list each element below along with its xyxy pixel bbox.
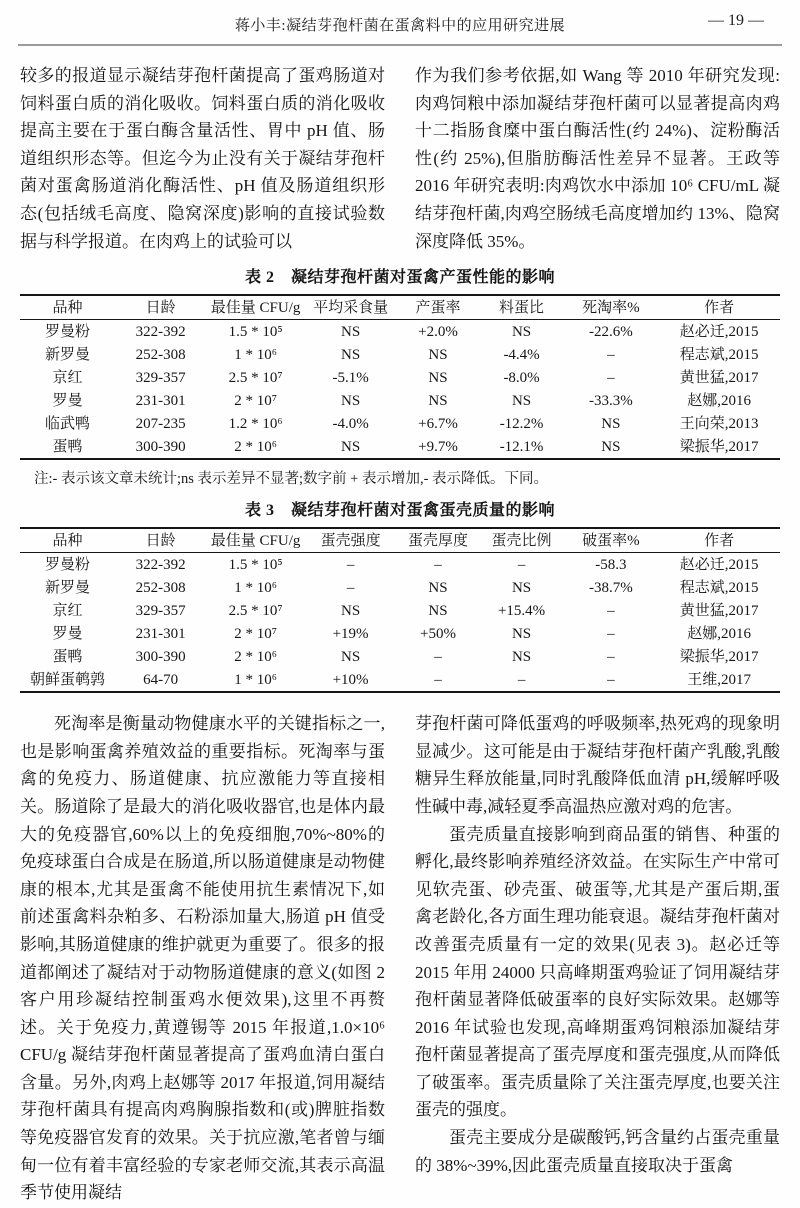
page-number: — 19 — xyxy=(708,12,764,29)
paragraph: 较多的报道显示凝结芽孢杆菌提高了蛋鸡肠道对饲料蛋白质的消化吸收。饲料蛋白质的消化吸收提高主要在于蛋白酶含量活性、胃中 pH 值、肠道组织形态等。但迄今为止没有关于凝结芽孢杆菌对蛋禽肠道消化酶活性、pH 值及肠道组织形态(包括绒毛高度、隐窝深度)影响的直接试验数据与科学报道。在肉鸡上的试验可以 xyxy=(20,66,385,251)
table-cell: 231-301 xyxy=(135,625,186,642)
table-cell: 2.5 * 10⁷ xyxy=(228,602,283,619)
left-column-bottom xyxy=(20,710,385,1207)
running-title: 蒋小丰:凝结芽孢杆菌在蛋禽料中的应用研究进展 xyxy=(234,18,566,34)
table-cell: 黄世猛,2017 xyxy=(679,369,759,386)
table-cell: NS xyxy=(511,648,532,665)
right-column-bottom xyxy=(415,710,780,1207)
table3-section xyxy=(20,497,780,693)
table-cell: +6.7% xyxy=(418,415,458,432)
table-cell: 罗曼粉 xyxy=(44,556,90,573)
table-cell: 新罗曼 xyxy=(44,346,90,363)
table-cell: NS xyxy=(511,392,532,409)
table-header-cell: 作者 xyxy=(704,532,735,549)
table-cell: -8.0% xyxy=(503,369,540,386)
table-cell: -12.2% xyxy=(499,415,544,432)
text-block-bottom xyxy=(20,710,780,1207)
paragraph: 芽孢杆菌可降低蛋鸡的呼吸频率,热死鸡的现象明显减少。这可能是由于凝结芽孢杆菌产乳酸,乳酸糖异生释放能量,同时乳酸降低血清 pH,缓解呼吸性碱中毒,减轻夏季高温热应激对鸡的危害。 xyxy=(415,714,780,816)
table-cell: NS xyxy=(601,438,621,455)
table-cell: 329-357 xyxy=(135,369,186,386)
table-cell: 梁振华,2017 xyxy=(679,438,759,455)
table2-body xyxy=(20,320,780,460)
table-cell: -4.4% xyxy=(503,346,540,363)
table-cell: 2 * 10⁷ xyxy=(234,625,277,642)
table-header-cell: 料蛋比 xyxy=(499,299,545,316)
table-cell: – xyxy=(607,346,615,363)
table-cell: -4.0% xyxy=(332,415,369,432)
table-cell: NS xyxy=(428,579,448,596)
table-row xyxy=(20,343,780,366)
table2-note: 注:- 表示该文章未统计;ns 表示差异不显著;数字前 + 表示增加,- 表示降低。下同。 xyxy=(34,471,549,488)
table-cell: -33.3% xyxy=(588,392,633,409)
table-header-cell: 蛋壳比例 xyxy=(491,532,552,549)
table-cell: 1 * 10⁶ xyxy=(234,579,277,596)
table-cell: 322-392 xyxy=(135,323,186,340)
table-cell: 京红 xyxy=(52,602,83,619)
table-cell: – xyxy=(434,648,442,665)
table-header-cell: 平均采食量 xyxy=(313,299,389,316)
table-cell: – xyxy=(607,602,615,619)
table-header-cell: 最佳量 CFU/g xyxy=(210,532,301,549)
table-cell: 207-235 xyxy=(135,415,186,432)
table-row xyxy=(20,576,780,599)
table-cell: NS xyxy=(340,392,361,409)
table-cell: +9.7% xyxy=(418,438,458,455)
table-cell: 赵娜,2016 xyxy=(687,392,752,409)
table-cell: 王维,2017 xyxy=(687,671,752,688)
page-header xyxy=(20,0,780,44)
table-cell: 2.5 * 10⁷ xyxy=(228,369,283,386)
table-cell: +19% xyxy=(332,625,369,642)
table-row xyxy=(20,412,780,435)
table-header-cell: 品种 xyxy=(52,532,83,549)
table-cell: NS xyxy=(511,323,532,340)
table-cell: 2 * 10⁶ xyxy=(234,648,277,665)
table-row xyxy=(20,599,780,622)
table-row xyxy=(20,320,780,344)
table-cell: 王向荣,2013 xyxy=(679,415,759,432)
table-cell: 赵必迁,2015 xyxy=(679,556,759,573)
table-header-cell: 蛋壳强度 xyxy=(320,532,381,549)
table-cell: – xyxy=(607,625,615,642)
table-cell: 蛋鸭 xyxy=(52,438,83,455)
paragraph: 蛋壳质量直接影响到商品蛋的销售、种蛋的孵化,最终影响养殖经济效益。在实际生产中常可见软壳蛋、砂壳蛋、破蛋等,尤其是产蛋后期,蛋禽老龄化,各方面生理功能衰退。凝结芽孢杆菌对改善蛋壳质量有一定的效果(见表 3)。赵必迁等 2015 年用 24000 只高峰期蛋鸡验证了饲用凝结芽孢杆菌显著降低破蛋率的良好实际效果。赵娜等 2016 年试验也发现,高峰期蛋鸡饲粮添加凝结芽孢杆菌显著提高了蛋壳厚度和蛋壳强度,从而降低了破蛋率。蛋壳质量除了关注蛋壳厚度,也要关注蛋壳的强度。 xyxy=(415,824,780,1120)
table-cell: 322-392 xyxy=(135,556,186,573)
table2-title: 表 2 凝结芽孢杆菌对蛋禽产蛋性能的影响 xyxy=(244,269,555,287)
table-cell: 朝鲜蛋鹌鹑 xyxy=(29,671,105,688)
table-header-cell: 日龄 xyxy=(145,532,176,549)
table-row xyxy=(20,668,780,692)
table-cell: 新罗曼 xyxy=(44,579,90,596)
table3 xyxy=(20,527,780,693)
table-cell: 300-390 xyxy=(135,438,186,455)
header-rule xyxy=(18,44,782,46)
paragraph: 蛋壳主要成分是碳酸钙,钙含量约占蛋壳重量的 38%~39%,因此蛋壳质量直接取决于蛋禽 xyxy=(415,1128,780,1175)
table-cell: 赵必迁,2015 xyxy=(679,323,759,340)
table-cell: +2.0% xyxy=(418,323,458,340)
table-cell: NS xyxy=(340,438,361,455)
table-cell: 蛋鸭 xyxy=(52,648,83,665)
table-cell: -58.3 xyxy=(595,556,627,573)
table-cell: +10% xyxy=(332,671,369,688)
table-row xyxy=(20,553,780,577)
table-header-row xyxy=(20,295,780,320)
table-cell: – xyxy=(346,579,355,596)
table-cell: NS xyxy=(428,346,448,363)
table-cell: 252-308 xyxy=(135,346,186,363)
table3-head xyxy=(20,528,780,553)
table-cell: 252-308 xyxy=(135,579,186,596)
table-cell: 罗曼粉 xyxy=(44,323,90,340)
table-cell: 梁振华,2017 xyxy=(679,648,759,665)
table-cell: NS xyxy=(428,392,448,409)
table-header-cell: 破蛋率% xyxy=(582,532,640,549)
table-cell: 1 * 10⁶ xyxy=(234,346,277,363)
table-cell: – xyxy=(607,671,615,688)
left-column-top xyxy=(20,62,385,255)
table-cell: NS xyxy=(601,415,621,432)
table-cell: 赵娜,2016 xyxy=(687,625,752,642)
table-cell: 程志斌,2015 xyxy=(679,579,759,596)
table-cell: – xyxy=(607,369,615,386)
table-cell: -22.6% xyxy=(588,323,633,340)
table-header-cell: 产蛋率 xyxy=(415,299,461,316)
text-block-top xyxy=(20,62,780,255)
table-cell: – xyxy=(517,671,526,688)
table-cell: 2 * 10⁷ xyxy=(234,392,277,409)
table-cell: -5.1% xyxy=(332,369,369,386)
table-cell: 1.5 * 10⁵ xyxy=(228,323,283,340)
table-cell: 京红 xyxy=(52,369,83,386)
table-cell: 2 * 10⁶ xyxy=(234,438,277,455)
table-header-row xyxy=(20,528,780,553)
table3-body xyxy=(20,553,780,693)
table2 xyxy=(20,294,780,460)
table-header-cell: 最佳量 CFU/g xyxy=(210,299,301,316)
table-cell: 1.5 * 10⁵ xyxy=(228,556,283,573)
table-cell: 黄世猛,2017 xyxy=(679,602,759,619)
table-cell: NS xyxy=(428,602,448,619)
table-cell: 329-357 xyxy=(135,602,186,619)
table-cell: 231-301 xyxy=(135,392,186,409)
table-cell: NS xyxy=(511,625,532,642)
table-cell: 1 * 10⁶ xyxy=(234,671,277,688)
table2-section xyxy=(20,264,780,488)
table-cell: – xyxy=(434,556,442,573)
table2-head xyxy=(20,295,780,320)
table-cell: – xyxy=(517,556,526,573)
table-cell: 1.2 * 10⁶ xyxy=(228,415,283,432)
table-header-cell: 日龄 xyxy=(145,299,176,316)
table-header-cell: 蛋壳厚度 xyxy=(407,532,468,549)
table-cell: – xyxy=(607,648,615,665)
paragraph: 死淘率是衡量动物健康水平的关键指标之一,也是影响蛋禽养殖效益的重要指标。死淘率与蛋禽的免疫力、肠道健康、抗应激能力等直接相关。肠道除了是最大的消化吸收器官,也是体内最大的免疫器官,60%以上的免疫细胞,70%~80%的免疫球蛋白合成是在肠道,所以肠道健康是动物健康的根本,尤其是蛋禽不能使用抗生素情况下,如前述蛋禽料杂粕多、石粉添加量大,肠道 pH 值受影响,其肠道健康的维护就更为重要了。很多的报道都阐述了凝结对于动物肠道健康的意义(如图 2 客户用珍凝结控制蛋鸡水便效果),这里不再赘述。关于免疫力,黄遵锡等 2015 年报道,1.0×10⁶ CFU/g 凝结芽孢杆菌显著提高了蛋鸡血清白蛋白含量。另外,肉鸡上赵娜等 2017 年报道,饲用凝结芽孢杆菌具有提高肉鸡胸腺指数和(或)脾脏指数等免疫器官发育的效果。关于抗应激,笔者曾与缅甸一位有着丰富经验的专家老师交流,其表示高温季节使用凝结 xyxy=(20,714,385,1203)
table-cell: 64-70 xyxy=(143,671,179,688)
table-row xyxy=(20,366,780,389)
table-cell: 300-390 xyxy=(135,648,186,665)
table-cell: +50% xyxy=(419,625,456,642)
table-cell: 罗曼 xyxy=(52,625,83,642)
table-row xyxy=(20,435,780,459)
table-cell: NS xyxy=(340,346,361,363)
table-cell: NS xyxy=(340,323,361,340)
table-row xyxy=(20,622,780,645)
table-cell: NS xyxy=(340,648,361,665)
table-cell: NS xyxy=(340,602,361,619)
table-cell: – xyxy=(346,556,355,573)
table-row xyxy=(20,389,780,412)
right-column-top xyxy=(415,62,780,255)
table3-title: 表 3 凝结芽孢杆菌对蛋禽蛋壳质量的影响 xyxy=(244,502,555,520)
table-cell: 罗曼 xyxy=(52,392,83,409)
paragraph: 作为我们参考依据,如 Wang 等 2010 年研究发现:肉鸡饲粮中添加凝结芽孢杆菌可以显著提高肉鸡十二指肠食糜中蛋白酶活性(约 24%)、淀粉酶活性(约 25%),但脂肪酶活性差异不显著。王政等 2016 年研究表明:肉鸡饮水中添加 10⁶ CFU/mL 凝结芽孢杆菌,肉鸡空肠绒毛高度增加约 13%、隐窝深度降低 35%。 xyxy=(415,66,780,251)
table-cell: – xyxy=(434,671,442,688)
table-cell: 程志斌,2015 xyxy=(679,346,759,363)
table-cell: NS xyxy=(428,369,448,386)
table-cell: NS xyxy=(511,579,532,596)
table-cell: -12.1% xyxy=(499,438,544,455)
table-cell: -38.7% xyxy=(588,579,633,596)
table-cell: +15.4% xyxy=(497,602,546,619)
table-cell: 临武鸭 xyxy=(44,415,90,432)
table-header-cell: 品种 xyxy=(52,299,83,316)
table-row xyxy=(20,645,780,668)
table-header-cell: 死淘率% xyxy=(582,299,640,316)
table-header-cell: 作者 xyxy=(704,299,735,316)
